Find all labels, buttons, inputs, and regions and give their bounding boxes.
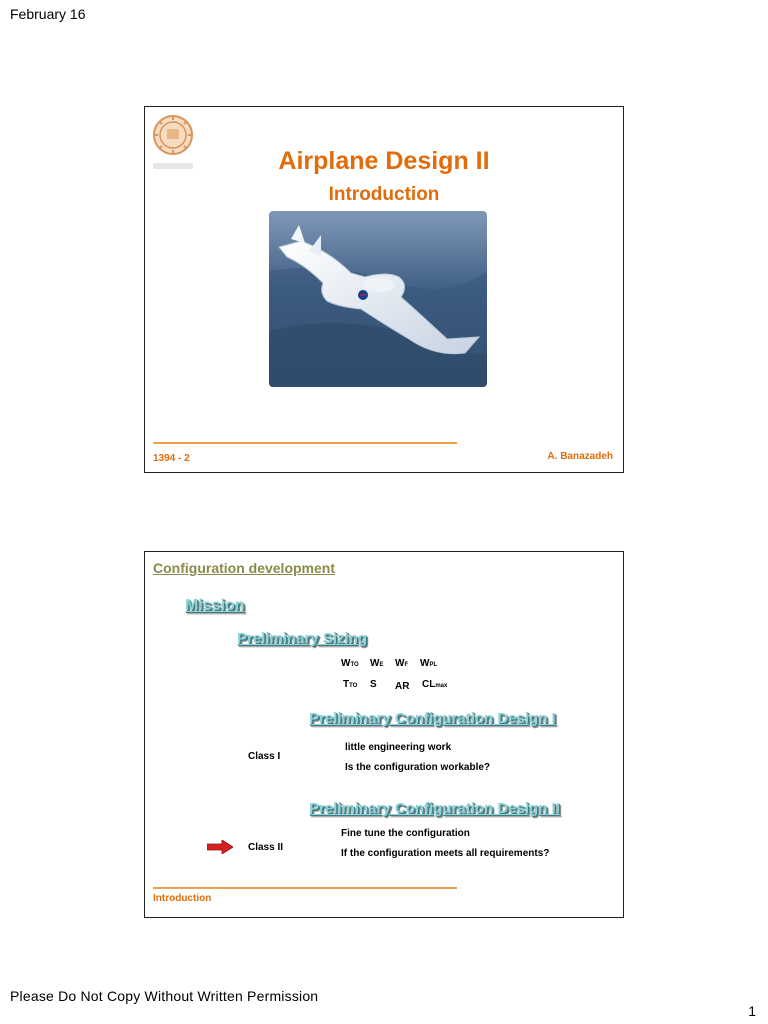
param-ar: AR — [395, 681, 410, 692]
page-date: February 16 — [10, 6, 86, 22]
class1-item: little engineering work — [345, 742, 452, 753]
page-number: 1 — [748, 1003, 756, 1019]
blended-wing-aircraft-image — [269, 211, 487, 387]
slide-footer-term: 1394 - 2 — [153, 453, 190, 464]
param-wto: WTO — [341, 658, 359, 669]
preliminary-sizing-heading: Preliminary Sizing — [237, 630, 368, 647]
class1-label: Class I — [248, 751, 281, 762]
param-clmax: CLmax — [422, 679, 448, 690]
red-arrow-right-icon — [207, 840, 233, 854]
design-class1-heading: Preliminary Configuration Design I — [309, 710, 556, 727]
mission-heading: Mission — [185, 597, 245, 614]
slide-title — [144, 106, 624, 473]
param-wf: WF — [395, 658, 409, 669]
slide-subtitle: Introduction — [328, 184, 440, 205]
class2-label: Class II — [248, 842, 284, 853]
copyright-note: Please Do Not Copy Without Written Permission — [10, 988, 319, 1004]
slide-title-text: Airplane Design II — [278, 147, 490, 175]
footer-rule — [153, 442, 457, 444]
param-wpl: WPL — [420, 658, 438, 669]
param-s: S — [370, 679, 377, 690]
slide-configuration-development — [144, 551, 624, 918]
slide-title-text: Configuration development — [153, 560, 335, 576]
slide-footer-author: A. Banazadeh — [547, 451, 613, 462]
class2-item: Fine tune the configuration — [341, 828, 470, 839]
footer-rule — [153, 887, 457, 889]
param-tto: TTO — [343, 679, 358, 690]
class1-item: Is the configuration workable? — [345, 762, 491, 773]
design-class2-heading: Preliminary Configuration Design II — [309, 800, 560, 817]
class2-item: If the configuration meets all requirements? — [341, 848, 550, 859]
param-we: WE — [370, 658, 384, 669]
slide-footer-section: Introduction — [153, 893, 212, 904]
